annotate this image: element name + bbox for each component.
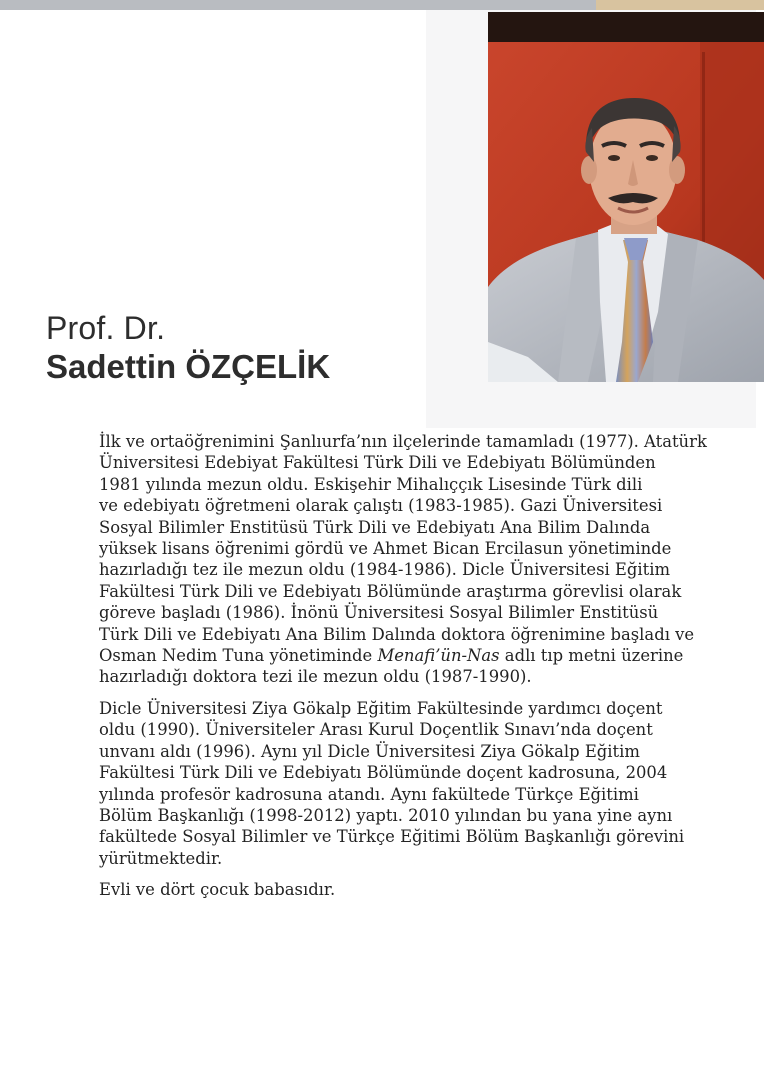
bio-line: fakültede Sosyal Bilimler ve Türkçe Eğitimi Bölüm Başkanlığı görevini <box>99 827 685 847</box>
bio-line: yüksek lisans öğrenimi gördü ve Ahmet Bican Ercilasun yönetiminde <box>99 539 672 559</box>
bio-line: İlk ve ortaöğrenimini Şanlıurfa’nın ilçelerinde tamamladı (1977). Atatürk <box>99 432 707 451</box>
bio-line: unvanı aldı (1996). Aynı yıl Dicle Üniversitesi Ziya Gökalp Eğitim <box>99 741 640 761</box>
bio-line: Fakültesi Türk Dili ve Edebiyatı Bölümünde doçent kadrosuna, 2004 <box>99 763 668 783</box>
bio-line <box>99 645 724 666</box>
thesis-title: Menafi’ün-Nas <box>377 646 500 666</box>
bio-line: göreve başladı (1986). İnönü Üniversitesi Sosyal Bilimler Enstitüsü <box>99 603 659 623</box>
portrait-photo <box>488 12 764 382</box>
bio-paragraph-career <box>99 698 724 869</box>
bio-line: yürütmektedir. <box>99 848 223 868</box>
bio-line: Üniversitesi Edebiyat Fakültesi Türk Dili ve Edebiyatı Bölümünden <box>99 453 656 473</box>
bio-line: yılında profesör kadrosuna atandı. Aynı fakültede Türkçe Eğitimi <box>99 784 639 804</box>
bio-line: Bölüm Başkanlığı (1998-2012) yaptı. 2010 yılından bu yana yine aynı <box>99 805 673 825</box>
bio-line: Sosyal Bilimler Enstitüsü Türk Dili ve Edebiyatı Ana Bilim Dalında <box>99 517 651 537</box>
bio-paragraph-education <box>99 431 724 688</box>
biography <box>99 431 724 911</box>
bio-line: oldu (1990). Üniversiteler Arası Kurul Doçentlik Sınavı’nda doçent <box>99 720 653 740</box>
person-name: Sadettin ÖZÇELİK <box>46 348 331 385</box>
bio-text: adlı tıp metni üzerine <box>499 646 684 666</box>
bio-line: ve edebiyatı öğretmeni olarak çalıştı (1983-1985). Gazi Üniversitesi <box>99 496 663 516</box>
header-bar-left <box>0 0 596 10</box>
header-bar-right <box>596 0 764 10</box>
bio-line: Dicle Üniversitesi Ziya Gökalp Eğitim Fakültesinde yardımcı doçent <box>99 698 663 718</box>
bio-line: Türk Dili ve Edebiyatı Ana Bilim Dalında doktora öğrenimine başladı ve <box>99 624 695 644</box>
bio-line: hazırladığı doktora tezi ile mezun oldu (1987-1990). <box>99 667 532 687</box>
bio-line: Evli ve dört çocuk babasıdır. <box>99 880 336 900</box>
person-name-block <box>46 309 330 387</box>
bio-line: 1981 yılında mezun oldu. Eskişehir Mihalıççık Lisesinde Türk dili <box>99 474 643 494</box>
portrait-illustration <box>488 12 764 382</box>
bio-line: hazırladığı tez ile mezun oldu (1984-1986). Dicle Üniversitesi Eğitim <box>99 560 670 580</box>
academic-title: Prof. Dr. <box>46 310 166 346</box>
bio-line: Fakültesi Türk Dili ve Edebiyatı Bölümünde araştırma görevlisi olarak <box>99 581 682 601</box>
bio-paragraph-family <box>99 879 724 900</box>
bio-text: Osman Nedim Tuna yönetiminde <box>99 646 378 666</box>
